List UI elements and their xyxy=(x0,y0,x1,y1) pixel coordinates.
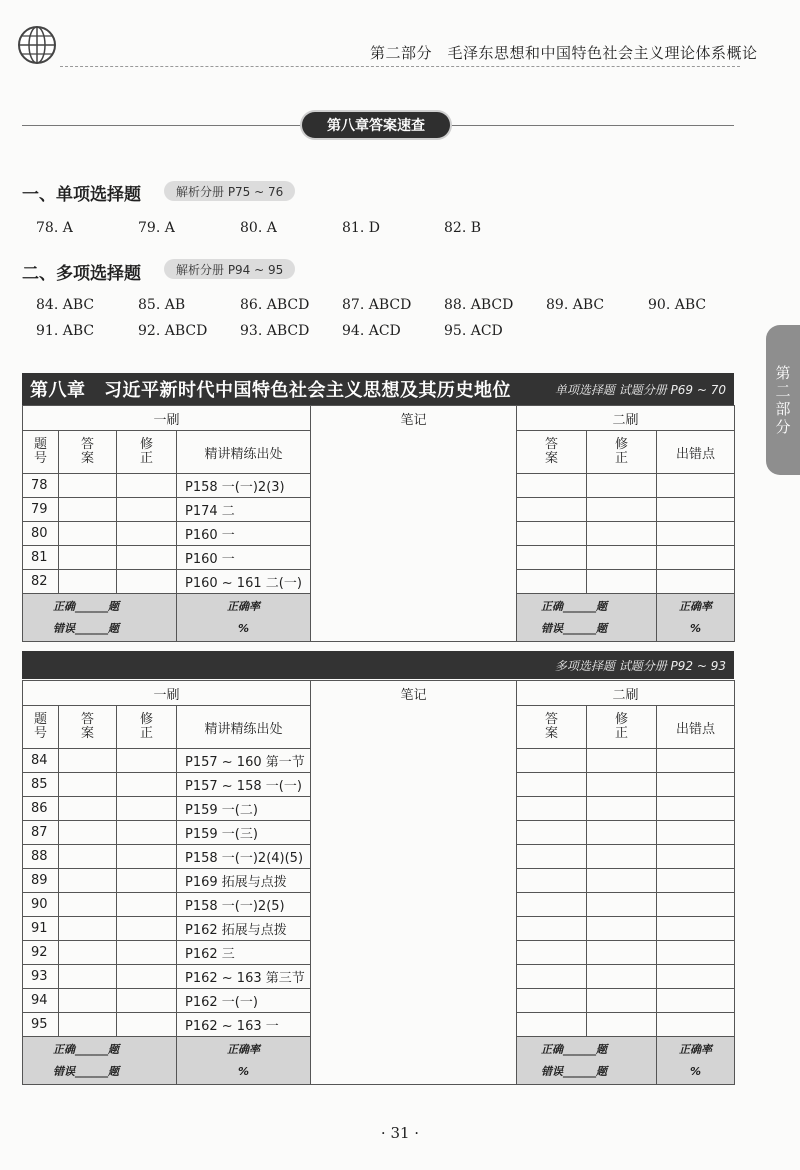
error-cell[interactable] xyxy=(657,869,735,893)
error-cell[interactable] xyxy=(657,965,735,989)
fix-cell[interactable] xyxy=(117,1013,177,1037)
answer-cell[interactable] xyxy=(517,522,587,546)
fix-cell[interactable] xyxy=(117,522,177,546)
answer-cell[interactable] xyxy=(517,869,587,893)
percent-label: % xyxy=(237,1064,250,1078)
col-source-header: 精讲精练出处 xyxy=(177,706,311,749)
answer-cell[interactable] xyxy=(59,797,117,821)
answer-cell[interactable] xyxy=(59,474,117,498)
answer-cell[interactable] xyxy=(59,1013,117,1037)
fix-cell[interactable] xyxy=(117,546,177,570)
answer-cell[interactable] xyxy=(59,821,117,845)
answer-cell[interactable] xyxy=(59,917,117,941)
multi-choice-title: 二、多项选择题 xyxy=(22,264,141,284)
row-number: 81 xyxy=(23,546,59,570)
answer-item: 81. D xyxy=(342,220,380,236)
notes-column xyxy=(311,681,517,1085)
col-fix-label: 修正 xyxy=(139,712,153,741)
side-tab-char: 第 xyxy=(775,364,791,382)
answer-item: 88. ABCD xyxy=(444,297,514,313)
notes-header: 笔记 xyxy=(400,413,427,428)
fix-cell[interactable] xyxy=(117,989,177,1013)
multi-choice-pill: 解析分册 P94 ~ 95 xyxy=(164,259,295,279)
correct-count-label: 正确______题 xyxy=(53,599,119,613)
answer-cell[interactable] xyxy=(59,869,117,893)
row-number: 89 xyxy=(23,869,59,893)
stats-rate-cell-2 xyxy=(657,594,735,642)
source-cell: P157 ~ 158 一(一) xyxy=(177,773,311,797)
single-choice-pill: 解析分册 P75 ~ 76 xyxy=(164,181,295,201)
answer-item: 90. ABC xyxy=(648,297,707,313)
col-answer-header xyxy=(59,431,117,474)
fix-cell[interactable] xyxy=(117,821,177,845)
fix-cell[interactable] xyxy=(117,941,177,965)
stats-count-cell-2 xyxy=(517,594,657,642)
source-cell: P160 一 xyxy=(177,522,311,546)
answer-cell[interactable] xyxy=(517,797,587,821)
fix-cell[interactable] xyxy=(587,941,657,965)
fix-cell[interactable] xyxy=(117,570,177,594)
answer-item: 91. ABC xyxy=(36,323,95,339)
answer-item: 87. ABCD xyxy=(342,297,412,313)
second-pass-header: 二刷 xyxy=(517,681,735,706)
col-no-header xyxy=(23,431,59,474)
correct-count-label: 正确______题 xyxy=(541,1042,608,1056)
source-cell: P159 一(三) xyxy=(177,821,311,845)
answer-cell[interactable] xyxy=(59,498,117,522)
percent-label: % xyxy=(690,1064,702,1078)
table2-banner xyxy=(22,651,734,679)
col-answer-header xyxy=(59,706,117,749)
fix-cell[interactable] xyxy=(587,773,657,797)
col-answer-label: 答案 xyxy=(80,437,94,466)
row-number: 94 xyxy=(23,989,59,1013)
source-cell: P169 拓展与点拨 xyxy=(177,869,311,893)
col-fix2-header xyxy=(587,706,657,749)
fix-cell[interactable] xyxy=(117,965,177,989)
col-answer2-header xyxy=(517,706,587,749)
error-cell[interactable] xyxy=(657,474,735,498)
answer-cell[interactable] xyxy=(517,749,587,773)
source-cell: P162 三 xyxy=(177,941,311,965)
answer-item: 84. ABC xyxy=(36,297,95,313)
answer-cell[interactable] xyxy=(517,917,587,941)
answer-cell[interactable] xyxy=(517,893,587,917)
error-cell[interactable] xyxy=(657,498,735,522)
stats-rate-cell xyxy=(177,1037,311,1085)
error-cell[interactable] xyxy=(657,1013,735,1037)
answer-cell[interactable] xyxy=(517,821,587,845)
answer-cell[interactable] xyxy=(59,989,117,1013)
table2-banner-sub: 多项选择题 试题分册 P92 ~ 93 xyxy=(554,658,726,673)
source-cell: P159 一(二) xyxy=(177,797,311,821)
answer-item: 93. ABCD xyxy=(240,323,310,339)
row-number: 90 xyxy=(23,893,59,917)
fix-cell[interactable] xyxy=(587,474,657,498)
fix-cell[interactable] xyxy=(587,797,657,821)
notes-header: 笔记 xyxy=(400,688,427,703)
row-number: 93 xyxy=(23,965,59,989)
error-cell[interactable] xyxy=(657,845,735,869)
single-choice-title: 一、单项选择题 xyxy=(22,185,141,205)
answer-cell[interactable] xyxy=(59,773,117,797)
source-cell: P162 拓展与点拨 xyxy=(177,917,311,941)
source-cell: P160 一 xyxy=(177,546,311,570)
side-tab-char: 二 xyxy=(775,382,791,400)
answer-cell[interactable] xyxy=(517,845,587,869)
fix-cell[interactable] xyxy=(587,893,657,917)
side-tab-char: 部 xyxy=(775,400,791,418)
source-cell: P160 ~ 161 二(一) xyxy=(177,570,311,594)
running-header: 第二部分 毛泽东思想和中国特色社会主义理论体系概论 xyxy=(370,44,758,62)
answer-cell[interactable] xyxy=(517,965,587,989)
answer-item: 82. B xyxy=(444,220,482,236)
answer-cell[interactable] xyxy=(59,941,117,965)
wrong-count-label: 错误______题 xyxy=(541,621,608,635)
fix-cell[interactable] xyxy=(117,893,177,917)
error-cell[interactable] xyxy=(657,773,735,797)
answer-item: 85. AB xyxy=(138,297,186,313)
answer-cell[interactable] xyxy=(59,749,117,773)
badge-rule-right xyxy=(450,125,734,126)
error-cell[interactable] xyxy=(657,941,735,965)
source-cell: P162 ~ 163 第三节 xyxy=(177,965,311,989)
row-number: 86 xyxy=(23,797,59,821)
fix-cell[interactable] xyxy=(587,821,657,845)
table1-banner-sub: 单项选择题 试题分册 P69 ~ 70 xyxy=(554,382,726,397)
source-cell: P162 一(一) xyxy=(177,989,311,1013)
correct-count-label: 正确______题 xyxy=(541,599,608,613)
row-number: 84 xyxy=(23,749,59,773)
fix-cell[interactable] xyxy=(587,989,657,1013)
percent-label: % xyxy=(237,621,250,635)
answer-cell[interactable] xyxy=(517,474,587,498)
source-cell: P174 二 xyxy=(177,498,311,522)
badge-rule-left xyxy=(22,125,302,126)
second-pass-header: 二刷 xyxy=(517,406,735,431)
fix-cell[interactable] xyxy=(117,498,177,522)
fix-cell[interactable] xyxy=(587,845,657,869)
first-pass-header: 一刷 xyxy=(23,406,311,431)
col-no-label: 题号 xyxy=(33,437,47,466)
row-number: 91 xyxy=(23,917,59,941)
rate-label: 正确率 xyxy=(227,599,260,613)
answer-item: 89. ABC xyxy=(546,297,605,313)
error-cell[interactable] xyxy=(657,546,735,570)
answer-cell[interactable] xyxy=(517,1013,587,1037)
stats-rate-cell xyxy=(177,594,311,642)
error-cell[interactable] xyxy=(657,570,735,594)
source-cell: P162 ~ 163 一 xyxy=(177,1013,311,1037)
col-source-header: 精讲精练出处 xyxy=(177,431,311,474)
answer-cell[interactable] xyxy=(517,989,587,1013)
row-number: 80 xyxy=(23,522,59,546)
fix-cell[interactable] xyxy=(587,869,657,893)
source-cell: P158 一(一)2(4)(5) xyxy=(177,845,311,869)
fix-cell[interactable] xyxy=(587,965,657,989)
fix-cell[interactable] xyxy=(587,570,657,594)
fix-cell[interactable] xyxy=(117,749,177,773)
fix-cell[interactable] xyxy=(587,522,657,546)
error-cell[interactable] xyxy=(657,917,735,941)
table1-banner xyxy=(22,373,734,405)
wrong-count-label: 错误______题 xyxy=(53,1064,119,1078)
stats-rate-cell-2 xyxy=(657,1037,735,1085)
answer-item: 95. ACD xyxy=(444,323,503,339)
answer-item: 92. ABCD xyxy=(138,323,208,339)
row-number: 78 xyxy=(23,474,59,498)
fix-cell[interactable] xyxy=(587,498,657,522)
error-cell[interactable] xyxy=(657,797,735,821)
answer-cell[interactable] xyxy=(517,570,587,594)
answer-cell[interactable] xyxy=(59,570,117,594)
stats-count-cell xyxy=(23,1037,177,1085)
rate-label: 正确率 xyxy=(679,599,713,613)
col-fix-header xyxy=(117,706,177,749)
answer-item: 80. A xyxy=(240,220,277,236)
fix-cell[interactable] xyxy=(117,797,177,821)
col-fix2-header xyxy=(587,431,657,474)
error-cell[interactable] xyxy=(657,989,735,1013)
col-no-header xyxy=(23,706,59,749)
answer-cell[interactable] xyxy=(517,546,587,570)
col-fix2-label: 修正 xyxy=(615,712,629,741)
percent-label: % xyxy=(690,621,702,635)
row-number: 82 xyxy=(23,570,59,594)
col-error-header: 出错点 xyxy=(657,431,735,474)
error-cell[interactable] xyxy=(657,749,735,773)
answer-cell[interactable] xyxy=(517,773,587,797)
row-number: 95 xyxy=(23,1013,59,1037)
col-fix2-label: 修正 xyxy=(615,437,629,466)
answer-item: 79. A xyxy=(138,220,175,236)
error-cell[interactable] xyxy=(657,522,735,546)
source-cell: P158 一(一)2(3) xyxy=(177,474,311,498)
error-cell[interactable] xyxy=(657,821,735,845)
fix-cell[interactable] xyxy=(587,546,657,570)
answer-cell[interactable] xyxy=(517,941,587,965)
rate-label: 正确率 xyxy=(679,1042,713,1056)
answer-item: 86. ABCD xyxy=(240,297,310,313)
answer-item: 94. ACD xyxy=(342,323,401,339)
answer-cell[interactable] xyxy=(517,498,587,522)
row-number: 79 xyxy=(23,498,59,522)
col-error-header: 出错点 xyxy=(657,706,735,749)
notes-column xyxy=(311,406,517,642)
section-side-tab xyxy=(766,325,800,475)
rate-label: 正确率 xyxy=(227,1042,260,1056)
fix-cell[interactable] xyxy=(117,474,177,498)
error-cell[interactable] xyxy=(657,893,735,917)
answer-cell[interactable] xyxy=(59,965,117,989)
col-no-label: 题号 xyxy=(33,712,47,741)
globe-logo-icon xyxy=(16,24,58,66)
answer-item: 78. A xyxy=(36,220,73,236)
fix-cell[interactable] xyxy=(587,1013,657,1037)
side-tab-char: 分 xyxy=(775,418,791,436)
answer-cell[interactable] xyxy=(59,845,117,869)
fix-cell[interactable] xyxy=(117,917,177,941)
answer-cell[interactable] xyxy=(59,893,117,917)
wrong-count-label: 错误______题 xyxy=(53,621,119,635)
stats-count-cell xyxy=(23,594,177,642)
page-number: · 31 · xyxy=(380,1124,420,1142)
fix-cell[interactable] xyxy=(117,773,177,797)
col-answer-label: 答案 xyxy=(80,712,94,741)
col-answer2-header xyxy=(517,431,587,474)
row-number: 85 xyxy=(23,773,59,797)
chapter-badge: 第八章答案速查 xyxy=(302,112,450,138)
fix-cell[interactable] xyxy=(117,869,177,893)
fix-cell[interactable] xyxy=(587,917,657,941)
col-answer2-label: 答案 xyxy=(545,437,559,466)
table2-grid xyxy=(22,680,735,1085)
table1-grid xyxy=(22,405,735,642)
source-cell: P158 一(一)2(5) xyxy=(177,893,311,917)
wrong-count-label: 错误______题 xyxy=(541,1064,608,1078)
table1-banner-title: 第八章 习近平新时代中国特色社会主义思想及其历史地位 xyxy=(30,380,511,401)
answer-cell[interactable] xyxy=(59,522,117,546)
fix-cell[interactable] xyxy=(587,749,657,773)
col-fix-header xyxy=(117,431,177,474)
row-number: 88 xyxy=(23,845,59,869)
row-number: 92 xyxy=(23,941,59,965)
first-pass-header: 一刷 xyxy=(23,681,311,706)
col-fix-label: 修正 xyxy=(139,437,153,466)
source-cell: P157 ~ 160 第一节 xyxy=(177,749,311,773)
row-number: 87 xyxy=(23,821,59,845)
col-answer2-label: 答案 xyxy=(545,712,559,741)
answer-cell[interactable] xyxy=(59,546,117,570)
fix-cell[interactable] xyxy=(117,845,177,869)
correct-count-label: 正确______题 xyxy=(53,1042,119,1056)
header-divider xyxy=(60,66,740,68)
stats-count-cell-2 xyxy=(517,1037,657,1085)
